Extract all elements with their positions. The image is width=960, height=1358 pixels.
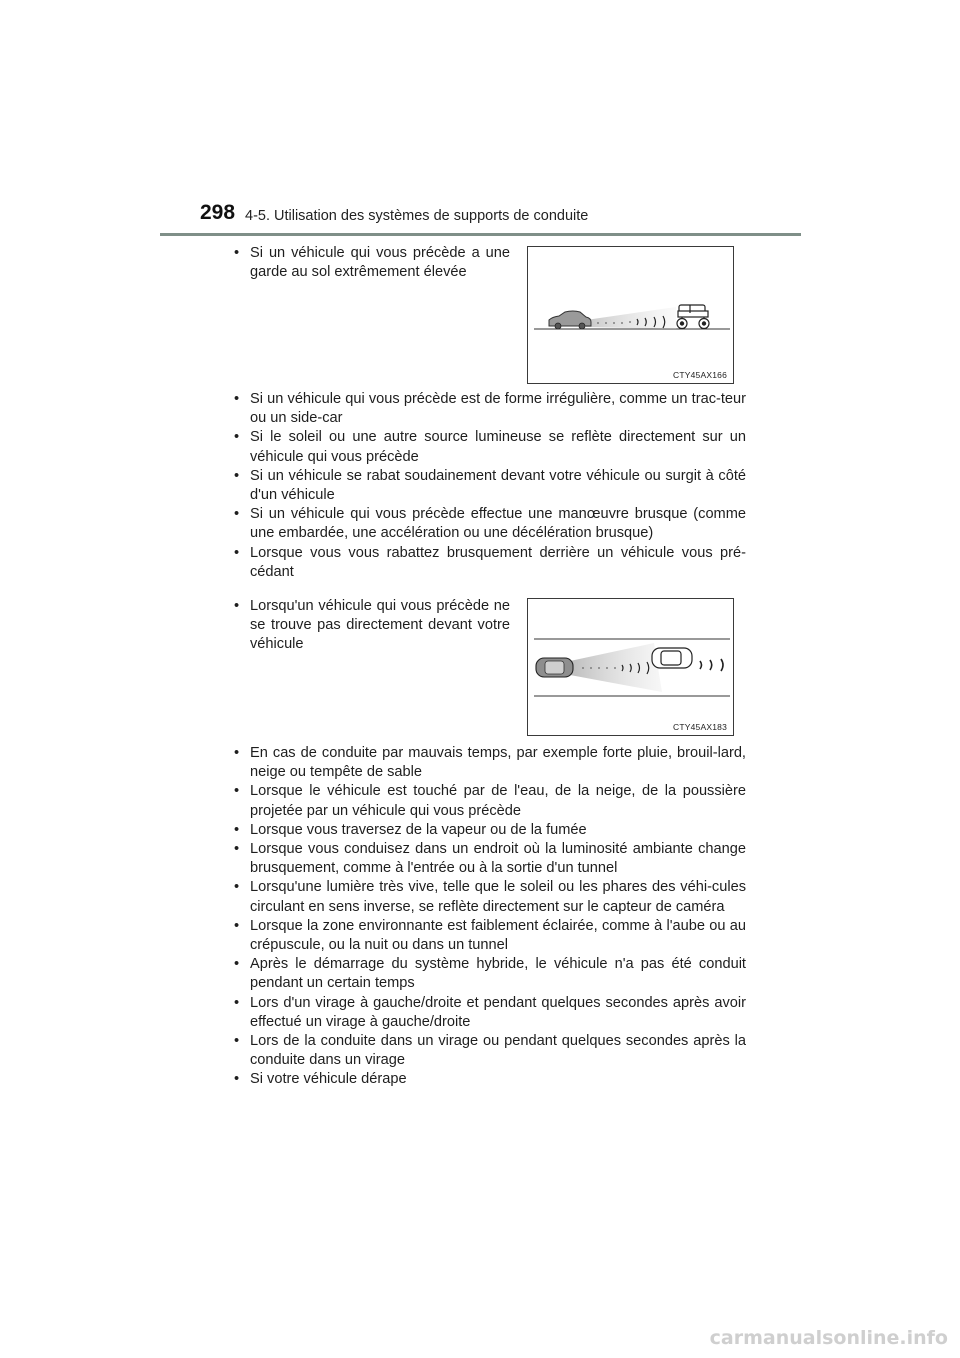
figure-offset-vehicle (527, 598, 734, 736)
list-item: • Si un véhicule qui vous précède est de forme irrégulière, comme un trac-teur ou un side-car (228, 390, 746, 428)
list-item: • Lorsqu'une lumière très vive, telle que le soleil ou les phares des véhi-cules circulant en sens inverse, se reflète directement sur le capteur de caméra (228, 878, 746, 916)
figure-code: CTY45AX166 (673, 370, 727, 380)
list-item: • Lors d'un virage à gauche/droite et pendant quelques secondes après avoir effectué un virage à gauche/droite (228, 994, 746, 1032)
section-title: 4-5. Utilisation des systèmes de supports de conduite (245, 208, 589, 224)
signal-arcs-far (700, 659, 723, 671)
list-item: • Lorsqu'un véhicule qui vous précède ne se trouve pas directement devant votre véhicule (228, 597, 510, 655)
illustration-high-clearance (528, 247, 733, 383)
illustration-offset-vehicle (528, 599, 733, 735)
bullet-block-2 (228, 390, 746, 582)
header-divider (160, 233, 801, 236)
list-item: • Lorsque vous conduisez dans un endroit où la luminosité ambiante change brusquement, comme à l'entrée ou à la sortie d'un tunnel (228, 840, 746, 878)
bullet-block-4 (228, 744, 746, 1090)
list-item: • Après le démarrage du système hybride, le véhicule n'a pas été conduit pendant un certain temps (228, 955, 746, 993)
page-number: 298 (200, 201, 236, 224)
list-item: • Lorsque le véhicule est touché par de l'eau, de la neige, de la poussière projetée par un véhicule qui vous précède (228, 782, 746, 820)
vehicle-ahead-top-icon (652, 648, 692, 668)
list-item: • Lorsque la zone environnante est faiblement éclairée, comme à l'aube ou au crépuscule, ou la nuit ou dans un tunnel (228, 917, 746, 955)
list-item: • Si votre véhicule dérape (228, 1070, 746, 1089)
watermark: carmanualsonline.info (709, 1327, 948, 1349)
own-car-top-icon (536, 658, 573, 677)
bullet-block-1 (228, 244, 510, 282)
figure-code: CTY45AX183 (673, 722, 727, 732)
own-car-icon (549, 311, 591, 329)
list-item: • Lors de la conduite dans un virage ou pendant quelques secondes après la conduite dans un virage (228, 1032, 746, 1070)
figure-high-clearance-vehicle (527, 246, 734, 384)
list-item: • Si un véhicule se rabat soudainement devant votre véhicule ou surgit à côté d'un véhicule (228, 467, 746, 505)
list-item: • Si un véhicule qui vous précède effectue une manœuvre brusque (comme une embardée, une accélération ou une décélération brusque) (228, 505, 746, 543)
list-item: • En cas de conduite par mauvais temps, par exemple forte pluie, brouil-lard, neige ou tempête de sable (228, 744, 746, 782)
list-item: • Lorsque vous traversez de la vapeur ou de la fumée (228, 821, 746, 840)
bullet-block-3 (228, 597, 510, 655)
list-item: • Si le soleil ou une autre source lumineuse se reflète directement sur un véhicule qui vous précède (228, 428, 746, 466)
high-clearance-truck-icon (677, 305, 709, 329)
list-item: • Si un véhicule qui vous précède a une garde au sol extrêmement élevée (228, 244, 510, 282)
list-item: • Lorsque vous vous rabattez brusquement derrière un véhicule vous pré-cédant (228, 544, 746, 582)
